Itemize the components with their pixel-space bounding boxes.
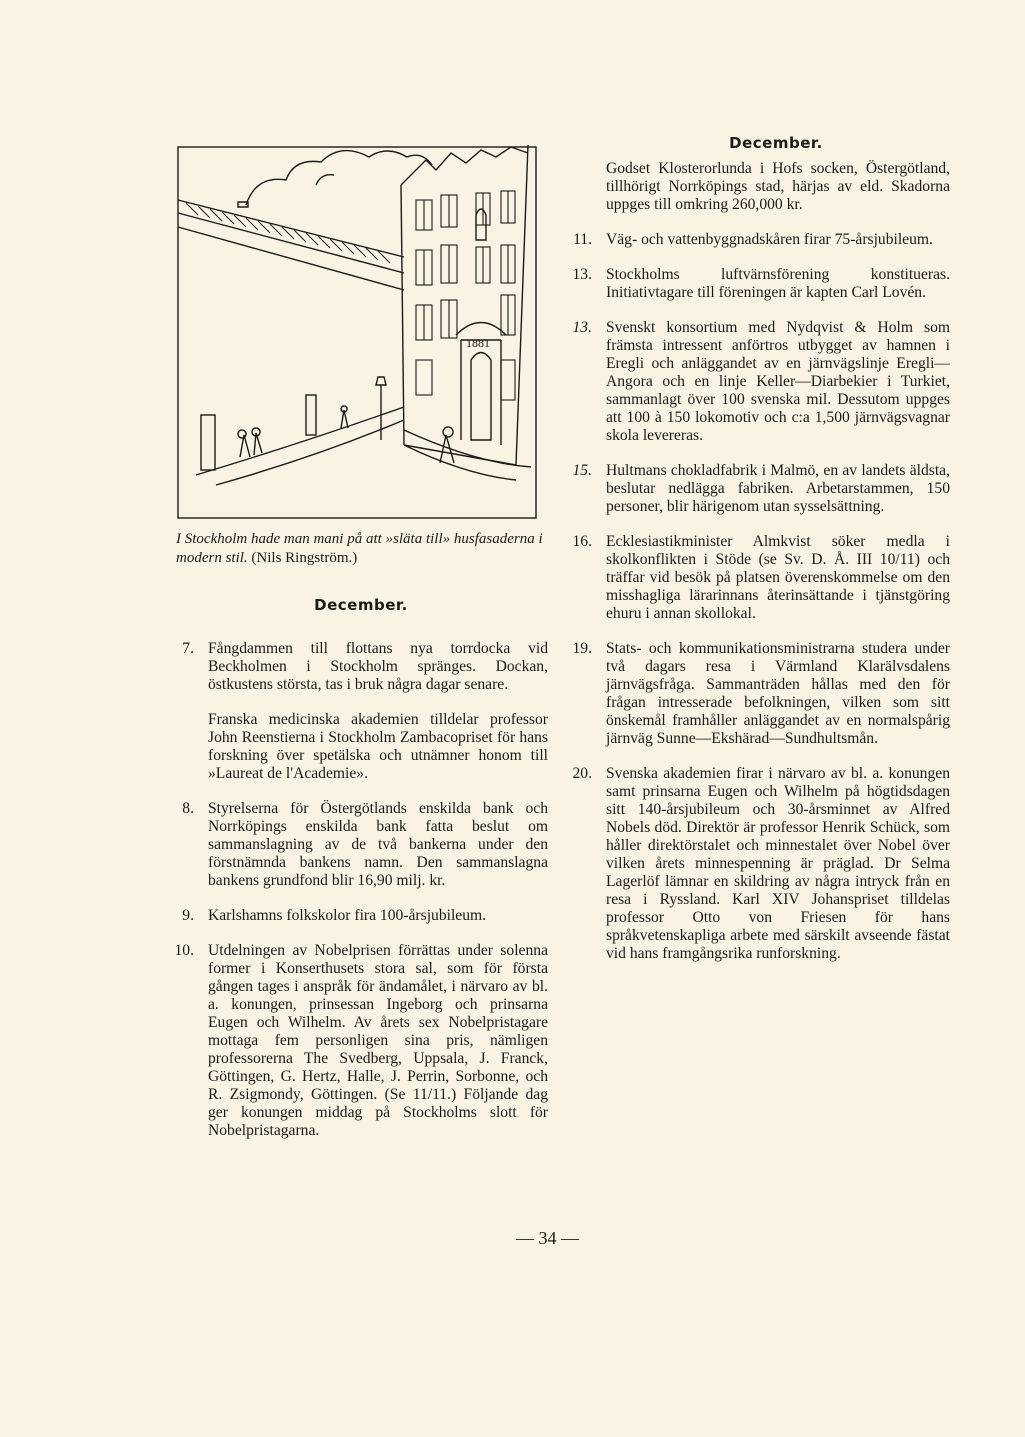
entry-paragraph: Karlshamns folkskolor fira 100-årsjubileum. (208, 907, 487, 924)
diary-entry (160, 942, 548, 1140)
street-illustration (176, 145, 538, 520)
month-heading-left: December. (314, 596, 408, 614)
diary-entry (558, 319, 950, 445)
entry-paragraph: Svenska akademien firar i närvaro av bl. a. konungen samt prinsarna Eugen och Wilhelm på högtidsdagen sitt 140-årsjubileum och 30-årsminnet av Alfred Nobels död. Direktör är professor Henrik Schück, som håller direktörstalet och minnestalet över Nobel över vilken årets minnespenning är präglad. Dr Selma Lagerlöf lämnar en skildring av några intryck från en resa i Ryssland. Karl XIV Johanspriset tilldelas professor Otto von Friesen för hans språkvetenskapliga arbete med särskilt avseende fästat vid hans framgångsrika runforskning. (606, 765, 950, 962)
entry-paragraph: Godset Klosterorlunda i Hofs socken, Östergötland, tillhörigt Norrköpings stad, härjas av eld. Skadorna uppges till omkring 260,000 kr. (606, 160, 950, 213)
facade-date: 1881 (466, 336, 490, 350)
figure-caption (176, 530, 556, 568)
month-heading-right: December. (729, 134, 823, 152)
left-column (160, 640, 548, 1157)
entry-paragraph: Styrelserna för Östergötlands enskilda bank och Norrköpings enskilda bank fatta beslut om sammanslagning av de två bankerna under den förstnämnda bankens namn. Den sammanslagna bankens grundfond blir 16,90 milj. kr. (208, 800, 548, 889)
diary-entry (558, 765, 950, 963)
entry-day: 10. (174, 942, 194, 959)
entry-day: 8. (182, 800, 194, 817)
page-number: — 34 — (516, 1228, 579, 1248)
diary-entry (160, 907, 548, 925)
entry-paragraph: Utdelningen av Nobelprisen förrättas under solenna former i Konserthusets stora sal, som för första gången tages i anspråk för ändamålet, i närvaro av bl. a. konungen, prinsessan Ingeborg och prinsarna Eugen och Wilhelm. Av årets sex Nobelpristagare mottaga fem personligen sina pris, nämligen professorerna The Svedberg, Uppsala, J. Franck, Göttingen, G. Hertz, Halle, J. Perrin, Sorbonne, och R. Zsigmondy, Göttingen. (Se 11/11.) Följande dag ger konungen middag på Stockholms slott för Nobelpristagarna. (208, 942, 548, 1139)
entry-day: 7. (182, 640, 194, 657)
caption-credit: (Nils Ringström.) (251, 550, 358, 566)
diary-entry (558, 231, 950, 249)
diary-entry (558, 640, 950, 748)
diary-entry (558, 462, 950, 516)
entry-paragraph: Stats- och kommunikationsministrarna studera under två dagars resa i Värmland Klarälvsdalens järnvägsfråga. Sammanträden hållas med den för frågan intresserade befolkningen, vilken som sitt önskemål framhåller anläggandet av en normalspårig järnväg Sunne—Ekshärad—Sundhultsmån. (606, 640, 950, 747)
entry-paragraph: Fångdammen till flottans nya torrdocka vid Beckholmen i Stockholm spränges. Dockan, östkustens största, tas i bruk några dagar senare. (208, 640, 548, 693)
entry-day: 20. (572, 765, 592, 782)
diary-entry (160, 640, 548, 783)
entry-day: 11. (573, 231, 592, 248)
diary-entry (160, 800, 548, 890)
entry-paragraph: Hultmans chokladfabrik i Malmö, en av landets äldsta, beslutar nedlägga fabriken. Arbetarstammen, 150 personer, blir härigenom utan sysselsättning. (606, 462, 950, 515)
entry-paragraph: Stockholms luftvärnsförening konstitueras. Initiativtagare till föreningen är kapten Carl Lovén. (606, 266, 950, 301)
entry-paragraph: Franska medicinska akademien tilldelar professor John Reenstierna i Stockholm Zambacopriset för hans forskning över spetälska och utnämner honom till »Laureat de l'Academie». (208, 711, 548, 782)
entry-day: 19. (572, 640, 592, 657)
diary-entry (558, 533, 950, 623)
diary-entry (558, 266, 950, 302)
entry-day: 9. (182, 907, 194, 924)
caption-text: I Stockholm hade man mani på att »släta till» husfasaderna i modern stil. (176, 531, 543, 566)
entry-paragraph: Ecklesiastikminister Almkvist söker medla i skolkonflikten i Stöde (se Sv. D. Å. III 10/11) och träffar vid besök på platsen överenskommelse om den misshagliga lärarinnans återinsättande i tjänstgöring ehuru i annan skollokal. (606, 533, 950, 622)
entry-day: 15. (572, 462, 592, 479)
entry-day: 13. (572, 319, 592, 336)
entry-day: 16. (572, 533, 592, 550)
entry-day: 13. (572, 266, 592, 283)
entry-paragraph: Svenskt konsortium med Nydqvist & Holm som främsta intressent anförtros utbygget av hamnen i Eregli och anläggandet av en järnvägslinje Eregli—Angora och en linje Keller—Diarbekier i Turkiet, sammanlagt över 100 svenska mil. Dessutom uppges att 100 à 150 lokomotiv och c:a 1,500 järnvägsvagnar skola levereras. (606, 319, 950, 444)
entry-paragraph: Väg- och vattenbyggnadskåren firar 75-årsjubileum. (606, 231, 933, 248)
right-column (558, 160, 950, 980)
diary-entry (558, 160, 950, 214)
